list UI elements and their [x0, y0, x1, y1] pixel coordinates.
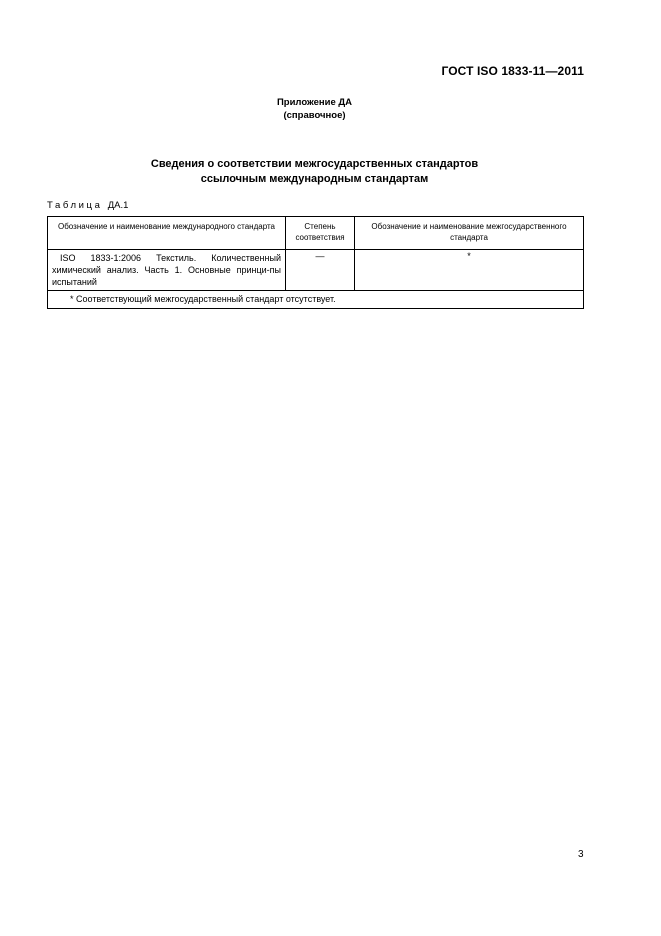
appendix-heading [0, 96, 629, 122]
table-footnote-row [48, 291, 584, 309]
appendix-title: Приложение ДА [276, 97, 353, 108]
header-degree-of-conformity: Степень соответствия [286, 217, 355, 250]
page-number: 3 [578, 849, 584, 860]
conformity-table [47, 216, 584, 309]
table-header-row [48, 217, 584, 250]
table-row [48, 250, 584, 291]
header-international-standard: Обозначение и наименование международного стандарта [48, 217, 286, 250]
cell-international-standard-text: ISO 1833-1:2006 Текстиль. Количественный химический анализ. Часть 1. Основные принци-пы испытаний [52, 253, 281, 287]
appendix-subtitle: (справочное) [283, 110, 346, 121]
table-caption-prefix: Таблица [47, 200, 103, 211]
cell-interstate-standard: * [355, 250, 584, 291]
cell-international-standard [48, 250, 286, 291]
section-title-line2: ссылочным международным стандартам [200, 173, 429, 185]
table-caption [47, 200, 128, 211]
document-code: ГОСТ ISO 1833-11—2011 [441, 64, 584, 78]
section-title-line1: Сведения о соответствии межгосударственных стандартов [150, 158, 479, 170]
header-interstate-standard: Обозначение и наименование межгосударственного стандарта [355, 217, 584, 250]
section-heading [0, 157, 629, 187]
table-caption-number: ДА.1 [107, 200, 129, 211]
cell-degree-of-conformity: — [286, 250, 355, 291]
table-footnote: * Соответствующий межгосударственный стандарт отсутствует. [48, 291, 584, 309]
